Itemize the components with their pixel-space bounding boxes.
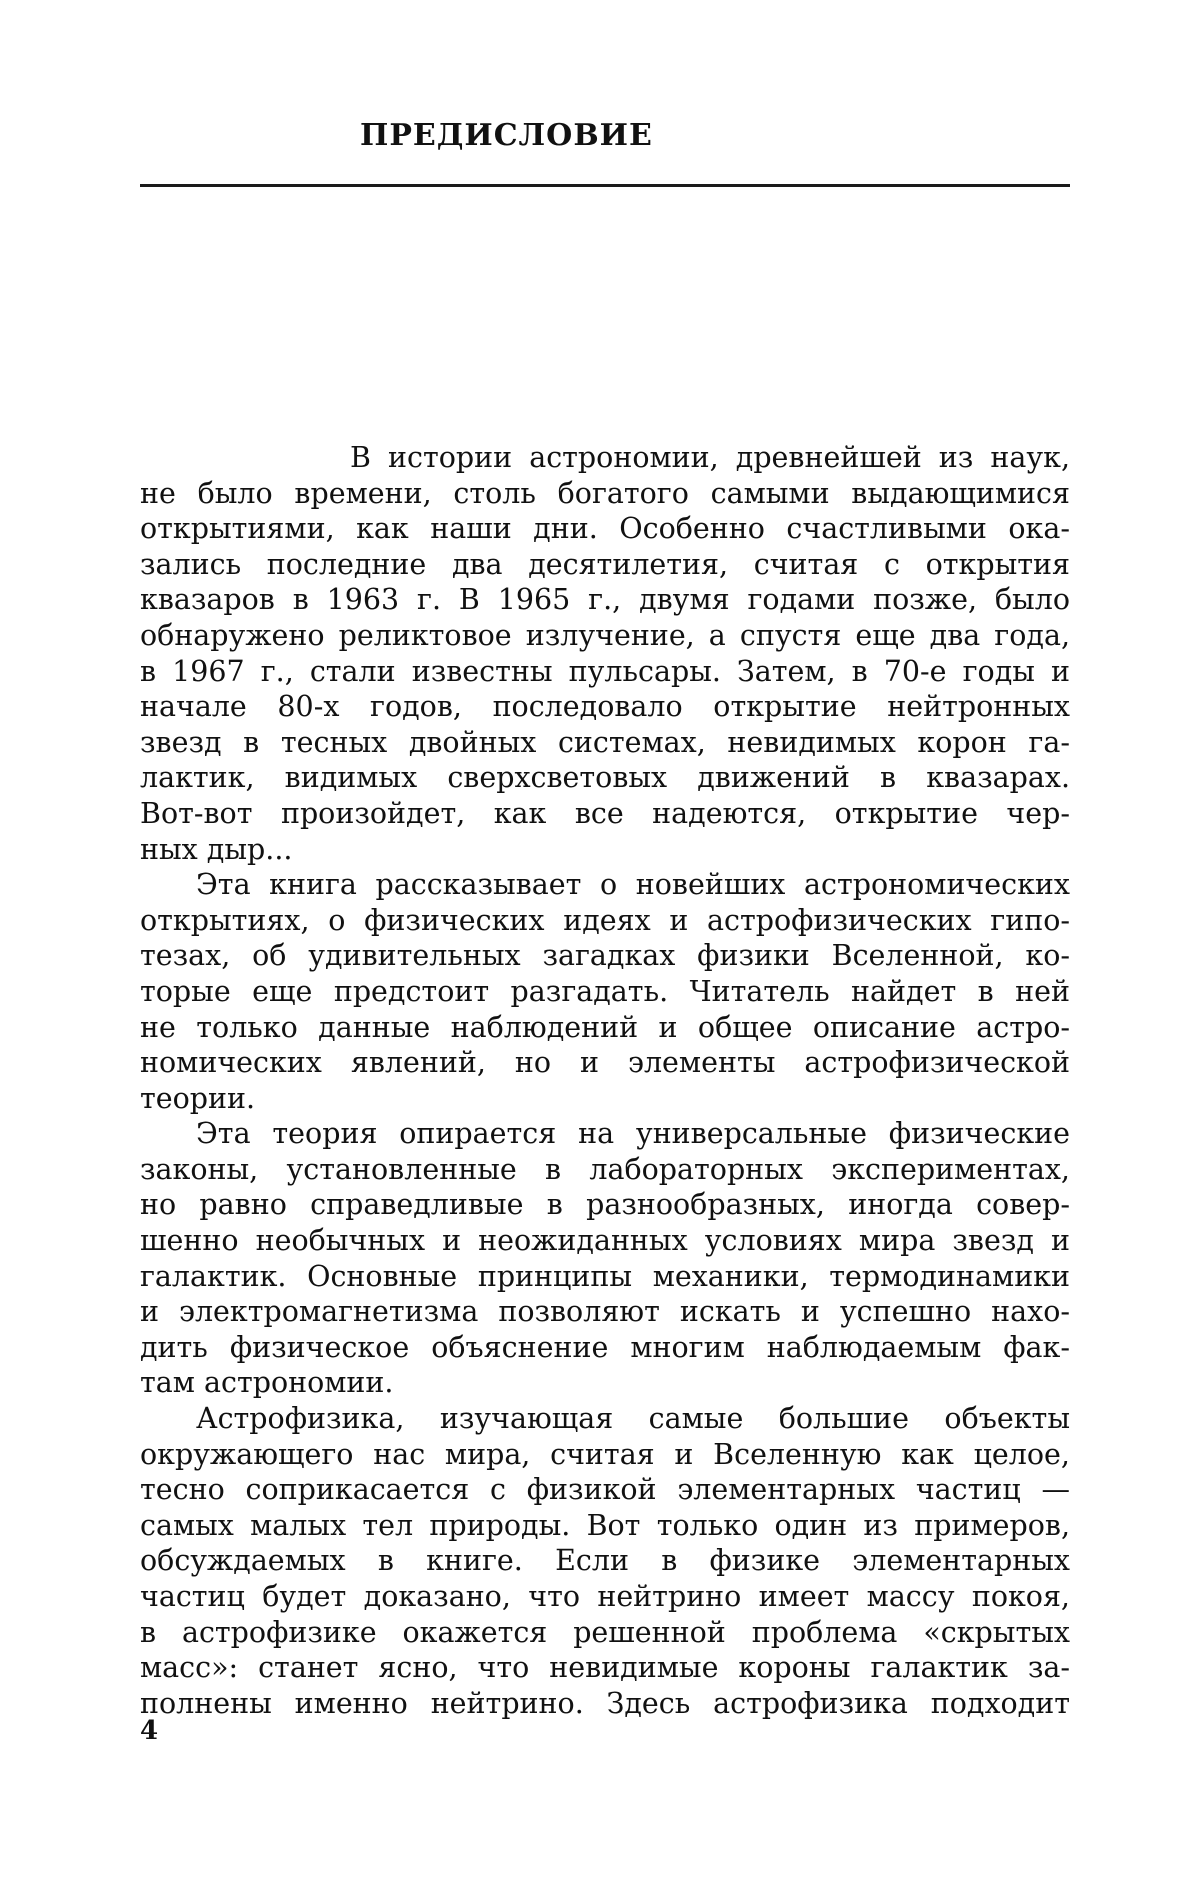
heading-rule bbox=[140, 184, 1070, 187]
text-line: обсуждаемых в книге. Если в физике элементарных bbox=[140, 1544, 1070, 1578]
text-line: теории. bbox=[140, 1081, 256, 1115]
text-line: открытиях, о физических идеях и астрофизических гипо- bbox=[140, 903, 1070, 937]
text-line: Эта книга рассказывает о новейших астрономических bbox=[196, 868, 1070, 902]
text-line: тесно соприкасается с физикой элементарных частиц — bbox=[140, 1473, 1070, 1507]
paragraph bbox=[140, 1401, 1070, 1721]
text-line: тезах, об удивительных загадках физики Вселенной, ко- bbox=[140, 939, 1070, 973]
text-line: галактик. Основные принципы механики, термодинамики bbox=[140, 1259, 1070, 1293]
text-line: лактик, видимых сверхсветовых движений в квазарах. bbox=[140, 761, 1070, 795]
text-line: полнены именно нейтрино. Здесь астрофизика подходит bbox=[140, 1686, 1070, 1720]
paragraph bbox=[140, 867, 1070, 1116]
text-line: обнаружено реликтовое излучение, а спустя еще два года, bbox=[140, 618, 1070, 652]
text-line: и электромагнетизма позволяют искать и успешно нахо- bbox=[140, 1295, 1070, 1329]
page-number: 4 bbox=[140, 1716, 159, 1746]
chapter-heading: ПРЕДИСЛОВИЕ bbox=[360, 118, 653, 153]
text-line: начале 80-х годов, последовало открытие нейтронных bbox=[140, 690, 1070, 724]
text-line: квазаров в 1963 г. В 1965 г., двумя годами позже, было bbox=[140, 583, 1070, 617]
text-line: не было времени, столь богатого самыми выдающимися bbox=[140, 476, 1070, 510]
text-line: Астрофизика, изучающая самые большие объекты bbox=[196, 1402, 1070, 1436]
text-line: звезд в тесных двойных системах, невидимых корон га- bbox=[140, 725, 1070, 759]
text-line: номических явлений, но и элементы астрофизической bbox=[140, 1046, 1070, 1080]
text-line: шенно необычных и неожиданных условиях мира звезд и bbox=[140, 1224, 1070, 1258]
body-text bbox=[140, 440, 1070, 1721]
text-line: в 1967 г., стали известны пульсары. Затем, в 70-е годы и bbox=[140, 654, 1070, 688]
text-line: масс»: станет ясно, что невидимые короны галактик за- bbox=[140, 1651, 1070, 1685]
text-line: не только данные наблюдений и общее описание астро- bbox=[140, 1010, 1070, 1044]
text-line: самых малых тел природы. Вот только один из примеров, bbox=[140, 1508, 1070, 1542]
paragraph bbox=[140, 1116, 1070, 1401]
text-line: Вот-вот произойдет, как все надеются, открытие чер- bbox=[140, 796, 1070, 830]
text-line: окружающего нас мира, считая и Вселенную как целое, bbox=[140, 1437, 1070, 1471]
text-line: в астрофизике окажется решенной проблема «скрытых bbox=[140, 1615, 1070, 1649]
text-line: зались последние два десятилетия, считая с открытия bbox=[140, 547, 1070, 581]
text-line: Эта теория опирается на универсальные физические bbox=[196, 1117, 1070, 1151]
text-line: законы, установленные в лабораторных экспериментах, bbox=[140, 1152, 1070, 1186]
text-line: но равно справедливые в разнообразных, иногда совер- bbox=[140, 1188, 1070, 1222]
text-line: торые еще предстоит разгадать. Читатель найдет в ней bbox=[140, 974, 1070, 1008]
paragraph bbox=[140, 440, 1070, 867]
text-line: там астрономии. bbox=[140, 1366, 394, 1400]
text-line: частиц будет доказано, что нейтрино имеет массу покоя, bbox=[140, 1580, 1070, 1613]
text-line: дить физическое объяснение многим наблюдаемым фак- bbox=[140, 1330, 1070, 1364]
text-line: В истории астрономии, древнейшей из наук, bbox=[350, 441, 1070, 474]
text-line: открытиями, как наши дни. Особенно счастливыми ока- bbox=[140, 512, 1070, 546]
text-line: ных дыр... bbox=[140, 832, 293, 866]
